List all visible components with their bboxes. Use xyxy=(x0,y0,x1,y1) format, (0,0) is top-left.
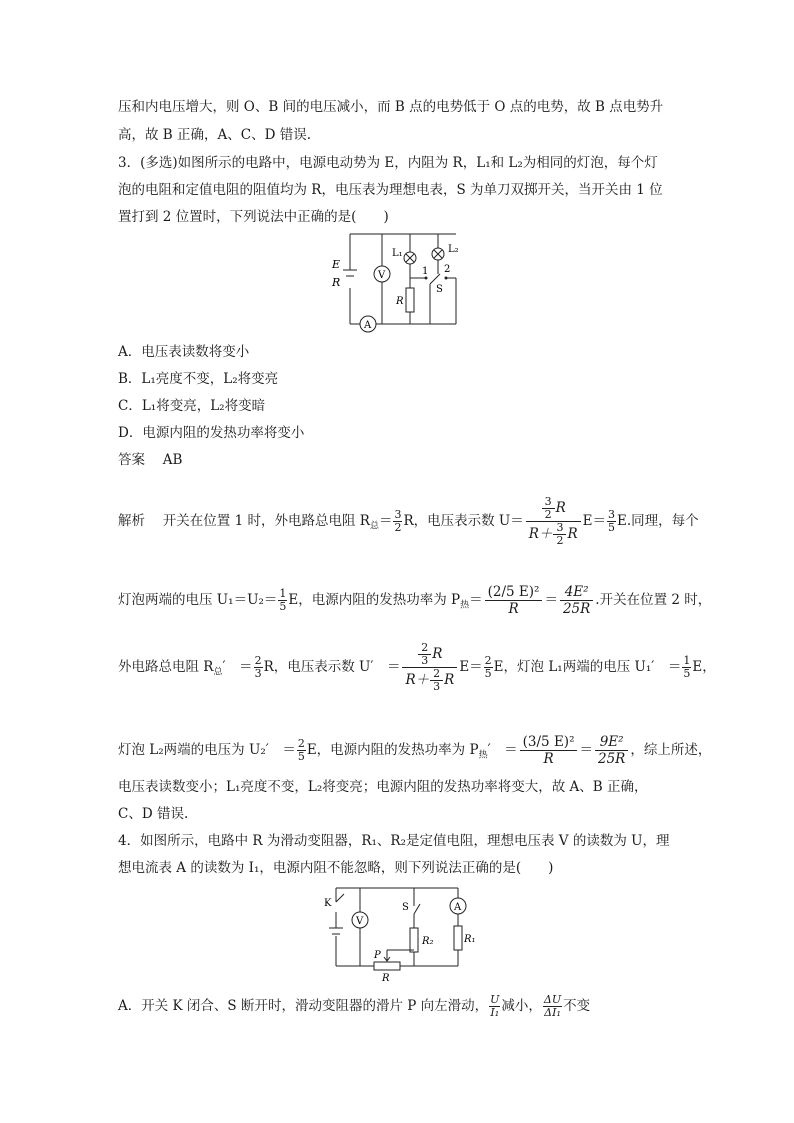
denominator: 25R xyxy=(562,601,591,617)
answer-label: 答案 xyxy=(118,452,145,468)
denominator: ΔI₁ xyxy=(544,1006,561,1019)
numerator: (2/5 E)² xyxy=(485,584,543,601)
fraction xyxy=(526,496,581,547)
q4-stem-line-2: 想电流表 A 的读数为 I₁，电源内阻不能忽略，则下列说法正确的是( ) xyxy=(118,860,554,876)
q3-answer xyxy=(118,450,182,470)
symbol: R＋ xyxy=(405,672,430,688)
prev-solution-line-2: 高，故 B 正确，A、C、D 错误. xyxy=(118,127,311,143)
q3-diagram-ammeter: A xyxy=(364,320,372,331)
analysis-text: E，电源内阻的发热功率为 P xyxy=(288,592,461,608)
symbol: R＋ xyxy=(528,526,553,542)
q4-circuit-diagram xyxy=(322,884,476,984)
q3-diagram-emf: E xyxy=(332,258,341,271)
q4-diagram-ammeter: A xyxy=(454,902,462,913)
analysis-text: E，电源内阻的发热功率为 P xyxy=(306,742,479,758)
q3-diagram-switch: S xyxy=(436,284,443,295)
q3-stem-line-1: 3．(多选)如图所示的电路中，电源电动势为 E，内阻为 R，L₁和 L₂为相同的灯泡，每个灯 xyxy=(118,155,658,171)
denominator: 5 xyxy=(297,750,305,763)
numerator: ΔU xyxy=(543,993,562,1006)
analysis-line-6: C、D 错误. xyxy=(118,806,189,822)
analysis-line-1 xyxy=(118,496,699,549)
numerator: 2 xyxy=(418,642,431,655)
denominator: 2 xyxy=(544,508,552,521)
q4-diagram-slider: P xyxy=(374,950,381,961)
numerator: 3 xyxy=(608,508,615,521)
q3-stem-line-2: 泡的电阻和定值电阻的阻值均为 R，电压表为理想电表，S 为单刀双掷开关，当开关由 1 位 xyxy=(118,182,663,198)
q3-diagram-pos2: 2 xyxy=(444,264,451,275)
analysis-text: 灯泡两端的电压 U₁＝U₂＝ xyxy=(118,592,278,608)
fraction xyxy=(560,584,593,617)
analysis-text: 外电路总电阻 R xyxy=(118,659,214,675)
denominator: 5 xyxy=(484,667,492,680)
subscript: 热 xyxy=(460,600,470,611)
numerator: 3 xyxy=(542,496,555,509)
symbol: R xyxy=(444,672,455,688)
analysis-text: R，电压表示数 U′ ＝ xyxy=(263,659,401,675)
numerator: 9E² xyxy=(595,734,628,751)
denominator: 3 xyxy=(433,680,441,693)
fraction xyxy=(543,994,562,1019)
option-text: 减小， xyxy=(501,998,542,1014)
analysis-label: 解析 xyxy=(118,513,145,529)
analysis-text: .开关在位置 2 时， xyxy=(595,592,712,608)
denominator: 3 xyxy=(421,654,429,667)
symbol: R xyxy=(432,646,443,662)
analysis-line-5: 电压表读数变小；L₁亮度不变，L₂将变亮；电源内阻的发热功率将变大，故 A、B 正确， xyxy=(118,779,648,795)
q3-diagram-l2: L₂ xyxy=(448,244,459,255)
denominator: R xyxy=(508,601,519,617)
analysis-text: E＝ xyxy=(459,659,483,675)
subscript: 总 xyxy=(213,667,223,678)
q3-diagram-internal-r: R xyxy=(332,276,341,289)
q3-option-d: D．电源内阻的发热功率将变小 xyxy=(118,425,305,441)
fraction xyxy=(393,509,402,534)
numerator: (3/5 E)² xyxy=(520,734,578,751)
denominator: 5 xyxy=(608,521,615,534)
q3-diagram-l1: L₁ xyxy=(392,248,403,259)
fraction xyxy=(254,655,263,680)
analysis-text: E，灯泡 L₁两端的电压 U₁′ ＝ xyxy=(493,659,682,675)
analysis-text: E， xyxy=(692,659,716,675)
q4-option-a xyxy=(118,986,590,1026)
analysis-line-4 xyxy=(118,728,711,778)
subscript: 热 xyxy=(478,750,488,761)
fraction xyxy=(485,584,543,617)
analysis-text: E.同理，每个 xyxy=(617,513,699,529)
analysis-text: ＝ xyxy=(579,742,593,758)
analysis-text: 开关在位置 1 时，外电路总电阻 R xyxy=(162,513,370,529)
q3-diagram-voltmeter: V xyxy=(378,270,386,281)
numerator: 2 xyxy=(297,737,305,750)
numerator: 4E² xyxy=(560,584,593,601)
denominator: 5 xyxy=(279,600,287,613)
numerator: 3 xyxy=(553,522,566,535)
fraction xyxy=(484,655,493,680)
analysis-text: R，电压表示数 U＝ xyxy=(403,513,524,529)
analysis-text: ＝ xyxy=(544,592,558,608)
denominator: 25R xyxy=(597,751,626,767)
q4-diagram-r1: R₁ xyxy=(464,934,476,945)
subscript: 总 xyxy=(369,521,379,532)
analysis-text: ＝ xyxy=(469,592,483,608)
prev-solution-line-1: 压和内电压增大，则 O、B 间的电压减小，而 B 点的电势低于 O 点的电势，故 B 点电势升 xyxy=(118,99,664,115)
analysis-text: 灯泡 L₂两端的电压为 U₂′ ＝ xyxy=(118,742,296,758)
analysis-text: ′ ＝ xyxy=(487,742,518,758)
numerator: 1 xyxy=(279,587,287,600)
denominator: 2 xyxy=(556,534,564,547)
fraction xyxy=(402,642,457,693)
fraction xyxy=(607,509,616,534)
fraction xyxy=(278,588,287,613)
fraction xyxy=(520,734,578,767)
q4-diagram-switch: S xyxy=(402,902,409,913)
denominator: I₁ xyxy=(490,1006,500,1019)
q4-stem-line-1: 4．如图所示，电路中 R 为滑动变阻器，R₁、R₂是定值电阻，理想电压表 V 的读数为 U，理 xyxy=(118,833,670,849)
analysis-line-3 xyxy=(118,642,716,695)
q4-diagram-rheostat: R xyxy=(382,973,390,984)
q3-diagram-resistor: R xyxy=(396,296,404,307)
analysis-line-2 xyxy=(118,578,711,628)
option-text: 不变 xyxy=(563,998,591,1014)
fraction xyxy=(682,655,691,680)
option-text: A．开关 K 闭合、S 断开时，滑动变阻器的滑片 P 向左滑动， xyxy=(118,998,489,1014)
numerator: 3 xyxy=(394,508,402,521)
q3-option-b: B．L₁亮度不变，L₂将变亮 xyxy=(118,371,279,387)
denominator: 3 xyxy=(254,667,262,680)
numerator: 1 xyxy=(683,654,691,667)
analysis-text: ，综上所述， xyxy=(630,742,712,758)
q3-circuit-diagram xyxy=(326,230,466,336)
denominator: 5 xyxy=(683,667,691,680)
numerator: 2 xyxy=(430,668,443,681)
symbol: R xyxy=(567,526,578,542)
analysis-text: ′ ＝ xyxy=(222,659,253,675)
q4-diagram-key: K xyxy=(324,898,332,909)
q3-diagram-pos1: 1 xyxy=(422,266,429,277)
q3-option-a: A．电压表读数将变小 xyxy=(118,344,250,360)
fraction xyxy=(595,734,628,767)
analysis-text: ＝ xyxy=(378,513,393,529)
fraction xyxy=(489,994,500,1019)
symbol: R xyxy=(555,500,566,516)
analysis-text: E＝ xyxy=(582,513,606,529)
fraction xyxy=(297,738,306,763)
denominator: 2 xyxy=(394,521,402,534)
denominator: R xyxy=(543,751,554,767)
numerator: 2 xyxy=(484,654,492,667)
q3-stem-line-3: 置打到 2 位置时，下列说法中正确的是( ) xyxy=(118,209,389,225)
answer-value: AB xyxy=(162,452,183,468)
q4-diagram-voltmeter: V xyxy=(356,916,364,927)
q3-option-c: C．L₁将变亮，L₂将变暗 xyxy=(118,398,266,414)
numerator: 2 xyxy=(254,654,262,667)
q4-diagram-r2: R₂ xyxy=(422,936,434,947)
numerator: U xyxy=(490,993,500,1006)
